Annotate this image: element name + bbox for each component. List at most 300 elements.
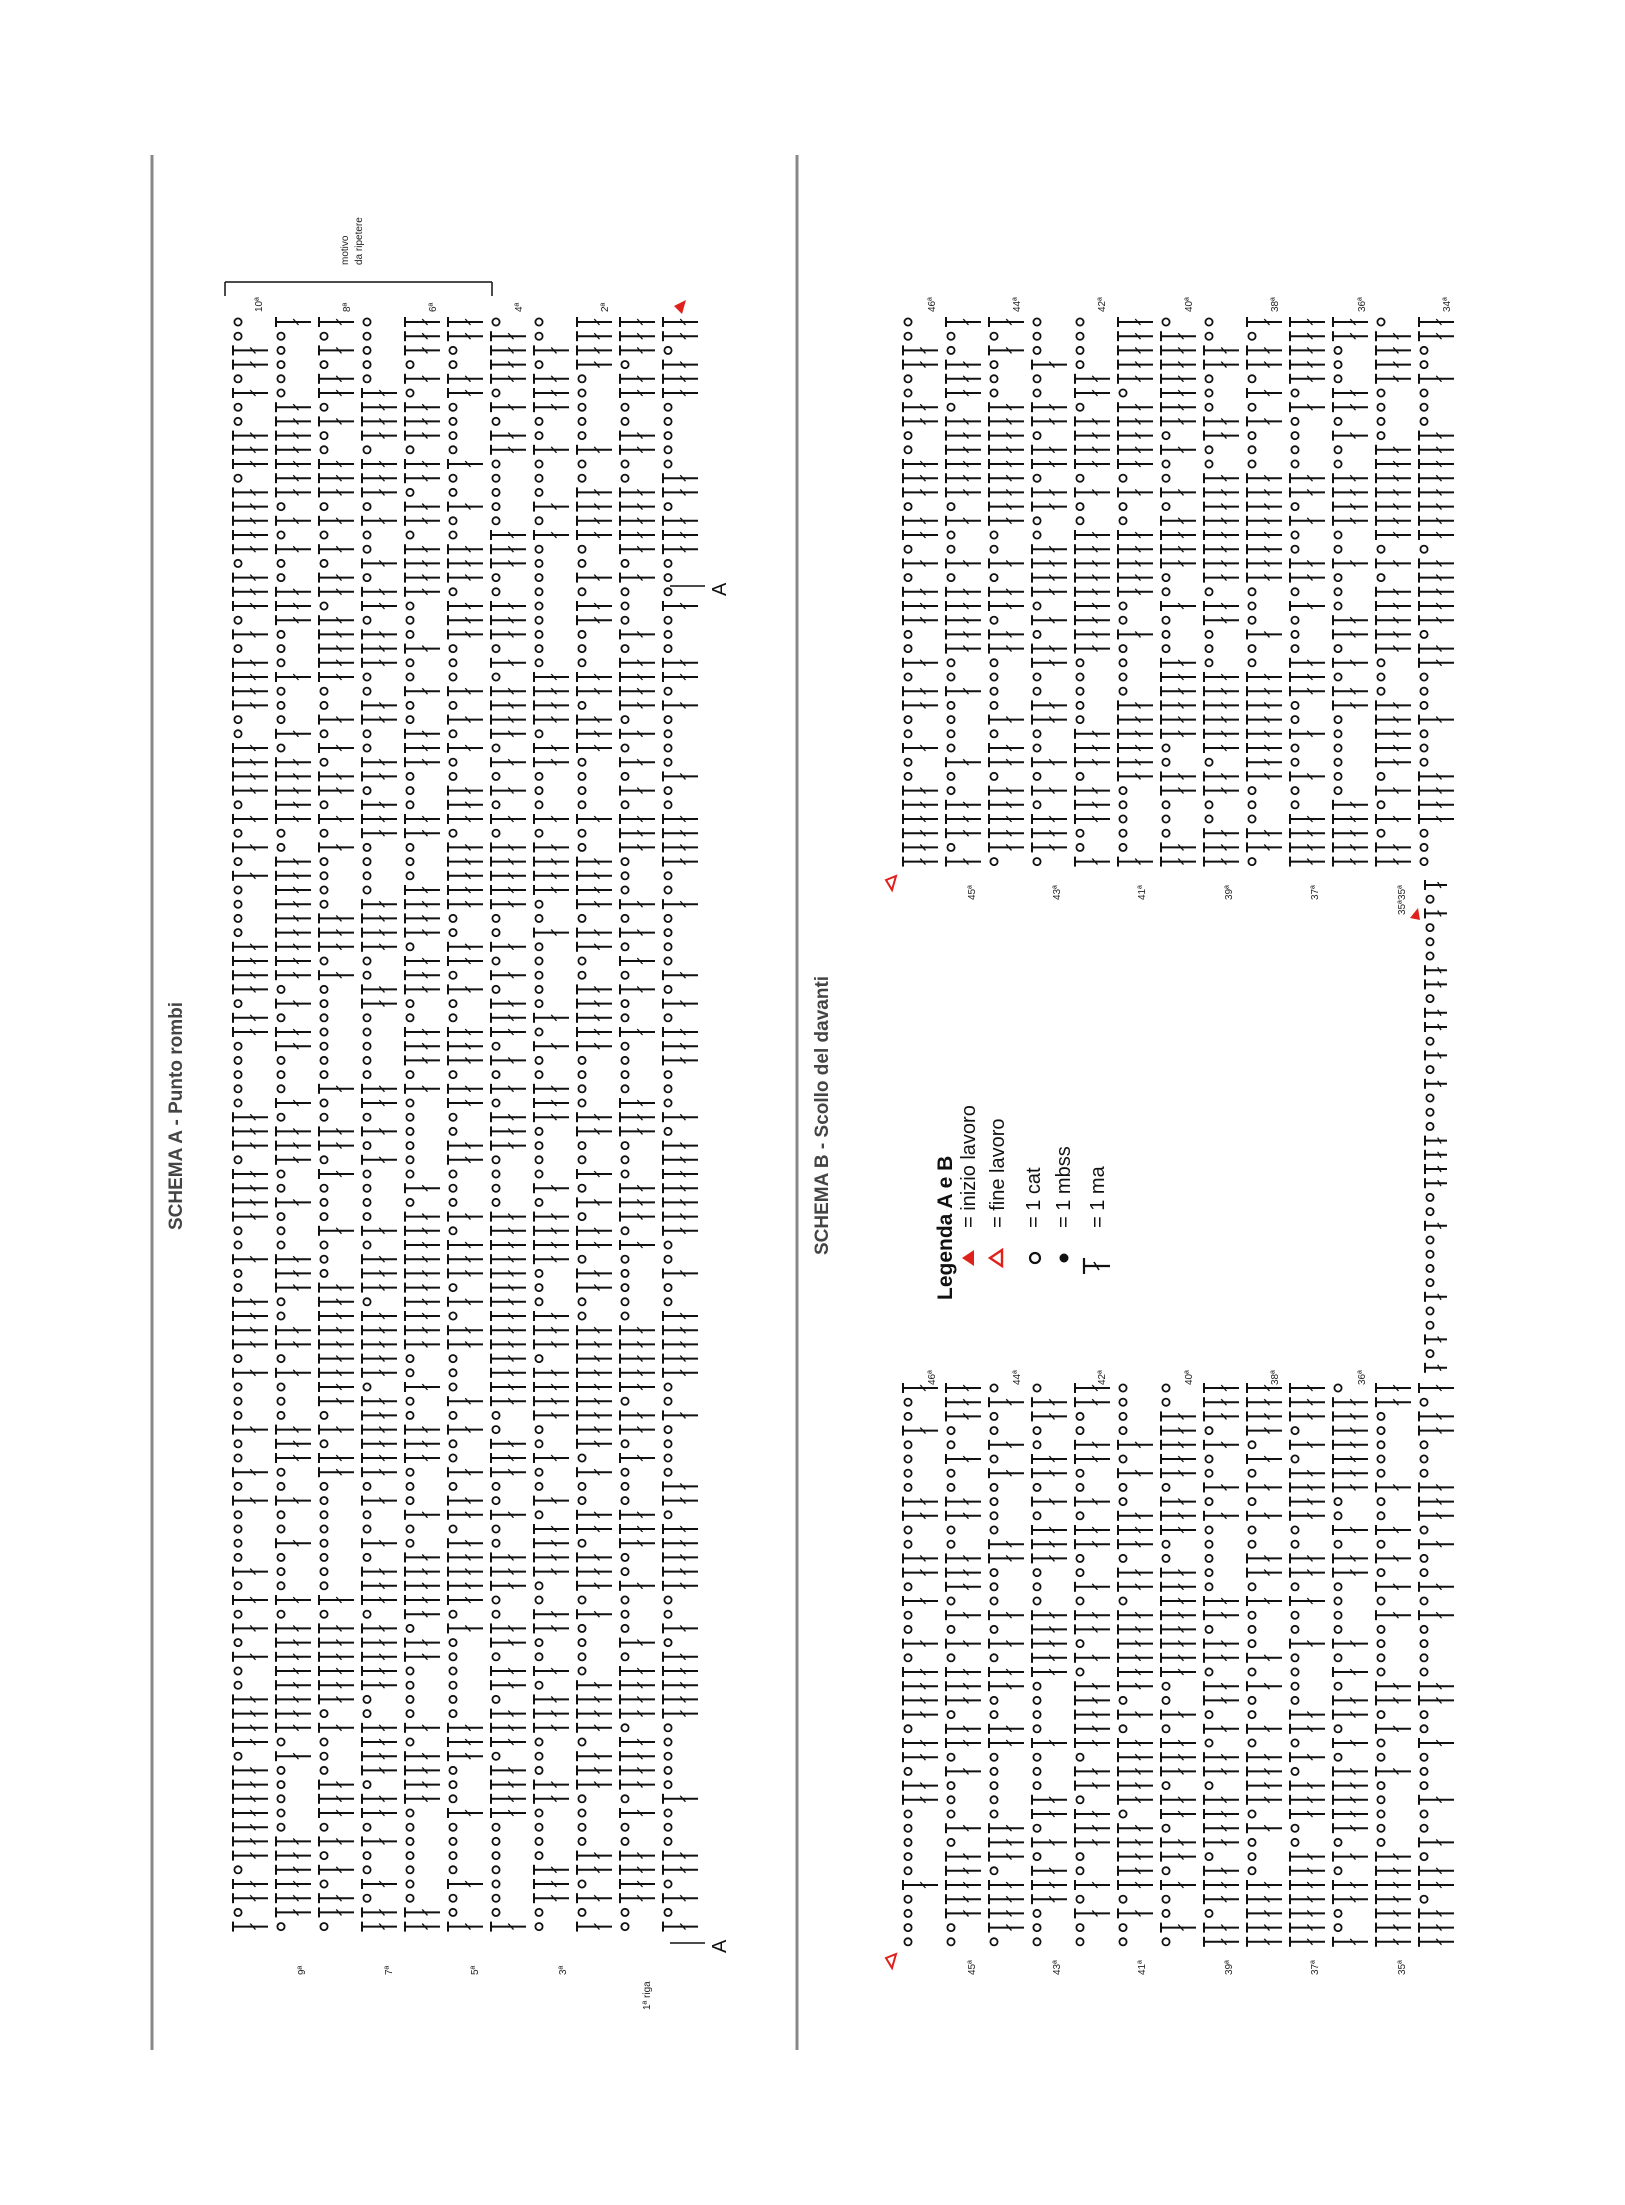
double-crochet-stitch	[577, 1325, 612, 1335]
chain-stitch	[535, 1270, 542, 1277]
double-crochet-stitch	[1247, 1880, 1282, 1890]
double-crochet-stitch	[989, 1724, 1024, 1734]
chain-stitch	[1205, 1427, 1212, 1434]
chain-stitch	[904, 645, 911, 652]
chain-stitch	[990, 1810, 997, 1817]
chain-stitch	[535, 972, 542, 979]
chain-stitch	[1162, 574, 1169, 581]
chain-stitch	[904, 1825, 911, 1832]
double-crochet-stitch	[319, 1595, 354, 1605]
double-crochet-stitch	[1376, 502, 1411, 512]
chain-stitch	[621, 1057, 628, 1064]
chain-stitch	[535, 1923, 542, 1930]
chain-stitch	[277, 844, 284, 851]
double-crochet-stitch	[946, 1667, 981, 1677]
chain-stitch	[1377, 1668, 1384, 1675]
row-label-b-right-top: 44ª	[1012, 297, 1023, 312]
chain-stitch	[578, 659, 585, 666]
chain-stitch	[1162, 1697, 1169, 1704]
double-crochet-stitch	[1204, 1866, 1239, 1876]
double-crochet-stitch	[534, 402, 569, 412]
chain-stitch	[1426, 1066, 1433, 1073]
chain-stitch	[621, 886, 628, 893]
double-crochet-stitch	[1290, 672, 1325, 682]
double-crochet-stitch	[663, 1226, 698, 1236]
chain-stitch	[320, 432, 327, 439]
chain-stitch	[1248, 1470, 1255, 1477]
double-crochet-stitch	[362, 587, 397, 597]
double-crochet-stitch	[448, 317, 483, 327]
chain-stitch	[1420, 347, 1427, 354]
double-crochet-stitch	[1075, 1525, 1110, 1535]
double-crochet-stitch	[319, 970, 354, 980]
double-crochet-stitch	[1032, 1411, 1067, 1421]
chain-stitch	[578, 1298, 585, 1305]
double-crochet-stitch	[1204, 1837, 1239, 1847]
row-label-b-left-bottom: 41ª	[1137, 1960, 1148, 1975]
double-crochet-stitch	[989, 1923, 1024, 1933]
double-crochet-stitch	[534, 1865, 569, 1875]
double-crochet-stitch	[362, 1453, 397, 1463]
double-crochet-stitch	[1247, 1411, 1282, 1421]
double-crochet-stitch	[1075, 786, 1110, 796]
double-crochet-stitch	[577, 573, 612, 583]
chain-stitch	[492, 986, 499, 993]
double-crochet-stitch	[491, 1254, 526, 1264]
double-crochet-stitch	[903, 587, 938, 597]
schema-b-grid-right	[903, 317, 1454, 867]
double-crochet-stitch	[1419, 658, 1454, 668]
chain-stitch	[664, 1426, 671, 1433]
double-crochet-stitch	[989, 1639, 1024, 1649]
double-crochet-stitch	[319, 1794, 354, 1804]
double-crochet-stitch	[276, 1907, 311, 1917]
double-crochet-stitch	[405, 502, 440, 512]
double-crochet-stitch	[1376, 360, 1411, 370]
chain-stitch	[990, 1938, 997, 1945]
double-crochet-stitch	[1118, 700, 1153, 710]
double-crochet-stitch	[319, 1893, 354, 1903]
chain-stitch	[1291, 645, 1298, 652]
chain-stitch	[363, 1071, 370, 1078]
double-crochet-stitch	[405, 473, 440, 483]
double-crochet-stitch	[1118, 715, 1153, 725]
chain-stitch	[1248, 446, 1255, 453]
double-crochet-stitch	[276, 1538, 311, 1548]
chain-stitch	[1420, 404, 1427, 411]
chain-stitch	[1377, 1810, 1384, 1817]
double-crochet-stitch	[946, 1568, 981, 1578]
chain-stitch	[492, 915, 499, 922]
double-crochet-stitch	[1075, 558, 1110, 568]
double-crochet-stitch	[448, 899, 483, 909]
double-crochet-stitch	[1118, 1639, 1153, 1649]
double-crochet-stitch	[1161, 558, 1196, 568]
chain-stitch	[578, 1483, 585, 1490]
chain-stitch	[1334, 361, 1341, 368]
double-crochet-stitch	[1333, 1553, 1368, 1563]
chain-stitch	[1377, 659, 1384, 666]
chain-stitch	[406, 1014, 413, 1021]
chain-stitch	[1076, 318, 1083, 325]
double-crochet-stitch	[448, 1084, 483, 1094]
double-crochet-stitch	[1419, 530, 1454, 540]
double-crochet-stitch	[1075, 644, 1110, 654]
double-crochet-stitch	[989, 743, 1024, 753]
double-crochet-stitch	[534, 928, 569, 938]
double-crochet-stitch	[1419, 1482, 1454, 1492]
double-crochet-stitch	[1376, 1482, 1411, 1492]
double-crochet-stitch	[1333, 857, 1368, 867]
double-crochet-stitch	[276, 1893, 311, 1903]
double-crochet-stitch	[1419, 317, 1454, 327]
chain-stitch	[406, 943, 413, 950]
double-crochet-stitch	[1161, 388, 1196, 398]
chain-stitch	[1420, 1782, 1427, 1789]
double-crochet-stitch	[362, 516, 397, 526]
double-crochet-stitch	[448, 1879, 483, 1889]
double-crochet-stitch	[1204, 786, 1239, 796]
double-crochet-stitch	[448, 686, 483, 696]
row-label-a-left: 7ª	[384, 1965, 395, 1975]
chain-stitch	[578, 389, 585, 396]
double-crochet-stitch	[1118, 374, 1153, 384]
chain-stitch	[449, 659, 456, 666]
double-crochet-stitch	[1118, 1837, 1153, 1847]
double-crochet-stitch	[534, 1524, 569, 1534]
chain-stitch	[406, 446, 413, 453]
double-crochet-stitch	[620, 1751, 655, 1761]
double-crochet-stitch	[903, 658, 938, 668]
chain-stitch	[990, 773, 997, 780]
chain-stitch	[492, 418, 499, 425]
chain-stitch	[621, 1142, 628, 1149]
double-crochet-stitch	[534, 445, 569, 455]
double-crochet-stitch	[233, 1339, 268, 1349]
chain-stitch	[1248, 602, 1255, 609]
double-crochet-stitch	[276, 1496, 311, 1506]
double-crochet-stitch	[1376, 1766, 1411, 1776]
double-crochet-stitch	[276, 1879, 311, 1889]
double-crochet-stitch	[405, 1311, 440, 1321]
double-crochet-stitch	[448, 1098, 483, 1108]
chain-stitch	[449, 418, 456, 425]
double-crochet-stitch	[1118, 431, 1153, 441]
chain-stitch	[535, 1596, 542, 1603]
chain-stitch	[492, 1895, 499, 1902]
double-crochet-stitch	[534, 1240, 569, 1250]
chain-stitch	[621, 1838, 628, 1845]
double-crochet-stitch	[1161, 786, 1196, 796]
double-crochet-stitch	[1290, 317, 1325, 327]
double-crochet-stitch	[620, 1510, 655, 1520]
slip-stitch-dot-icon	[1060, 1254, 1069, 1263]
chain-stitch	[1076, 1896, 1083, 1903]
chain-stitch	[621, 1596, 628, 1603]
double-crochet-stitch	[1075, 1710, 1110, 1720]
double-crochet-stitch	[405, 1055, 440, 1065]
chain-stitch	[1119, 1938, 1126, 1945]
chain-stitch	[492, 1753, 499, 1760]
chain-stitch	[277, 1795, 284, 1802]
double-crochet-stitch	[362, 1638, 397, 1648]
chain-stitch	[406, 1667, 413, 1674]
chain-stitch	[1377, 1470, 1384, 1477]
double-crochet-stitch	[233, 771, 268, 781]
chain-stitch	[449, 1312, 456, 1319]
chain-stitch	[234, 1682, 241, 1689]
double-crochet-stitch	[620, 544, 655, 554]
chain-stitch	[990, 1413, 997, 1420]
chain-stitch	[621, 1795, 628, 1802]
chain-stitch	[1291, 503, 1298, 510]
chain-stitch	[363, 1241, 370, 1248]
double-crochet-stitch	[663, 1794, 698, 1804]
double-crochet-stitch	[448, 1510, 483, 1520]
double-crochet-stitch	[1118, 1738, 1153, 1748]
chain-stitch	[1377, 1597, 1384, 1604]
double-crochet-stitch	[1161, 1653, 1196, 1663]
double-crochet-stitch	[1161, 516, 1196, 526]
double-crochet-stitch	[663, 658, 698, 668]
chain-stitch	[621, 645, 628, 652]
chain-stitch	[621, 1554, 628, 1561]
chain-stitch	[990, 688, 997, 695]
chain-stitch	[1426, 1265, 1433, 1272]
start-triangle-b	[1410, 908, 1420, 920]
double-crochet-stitch	[1075, 1809, 1110, 1819]
double-crochet-stitch	[946, 1397, 981, 1407]
chain-stitch	[320, 1156, 327, 1163]
chain-stitch	[535, 787, 542, 794]
chain-stitch	[1076, 1938, 1083, 1945]
double-crochet-stitch	[1376, 743, 1411, 753]
double-crochet-stitch	[362, 459, 397, 469]
chain-stitch	[492, 475, 499, 482]
double-crochet-stitch	[362, 629, 397, 639]
double-crochet-stitch	[233, 1808, 268, 1818]
chain-stitch	[1076, 503, 1083, 510]
chain-stitch	[1119, 1896, 1126, 1903]
double-crochet-stitch	[1161, 1624, 1196, 1634]
double-crochet-stitch	[620, 686, 655, 696]
double-crochet-stitch	[1032, 1454, 1067, 1464]
double-crochet-stitch	[1032, 558, 1067, 568]
double-crochet-stitch	[620, 1425, 655, 1435]
chain-stitch	[621, 1156, 628, 1163]
chain-stitch	[363, 347, 370, 354]
chain-stitch	[1420, 1597, 1427, 1604]
double-crochet-stitch	[534, 1666, 569, 1676]
double-crochet-stitch	[405, 1382, 440, 1392]
double-crochet-icon	[1084, 1258, 1110, 1274]
double-crochet-stitch	[903, 1596, 938, 1606]
double-crochet-stitch	[448, 1212, 483, 1222]
double-crochet-stitch	[989, 416, 1024, 426]
double-crochet-stitch	[276, 1339, 311, 1349]
double-crochet-stitch	[405, 1765, 440, 1775]
double-crochet-stitch	[534, 1112, 569, 1122]
double-crochet-stitch	[1204, 1440, 1239, 1450]
chain-stitch	[621, 1170, 628, 1177]
double-crochet-stitch	[276, 516, 311, 526]
double-crochet-stitch	[448, 1155, 483, 1165]
double-crochet-stitch	[946, 587, 981, 597]
chain-stitch	[1119, 688, 1126, 695]
double-crochet-stitch	[534, 1254, 569, 1264]
double-crochet-stitch	[1118, 857, 1153, 867]
chain-stitch	[664, 1611, 671, 1618]
chain-stitch	[449, 1383, 456, 1390]
chain-stitch	[363, 1142, 370, 1149]
double-crochet-stitch	[1161, 1440, 1196, 1450]
double-crochet-stitch	[1161, 1639, 1196, 1649]
double-crochet-stitch	[534, 530, 569, 540]
double-crochet-stitch	[577, 885, 612, 895]
double-crochet-stitch	[620, 1453, 655, 1463]
chain-stitch	[1033, 1427, 1040, 1434]
double-crochet-stitch	[405, 1510, 440, 1520]
double-crochet-stitch	[534, 885, 569, 895]
double-crochet-stitch	[1290, 771, 1325, 781]
chain-stitch	[492, 503, 499, 510]
double-crochet-stitch	[1290, 1568, 1325, 1578]
chain-stitch	[1033, 389, 1040, 396]
chain-stitch	[449, 773, 456, 780]
chain-stitch	[1334, 418, 1341, 425]
chain-stitch	[1420, 1470, 1427, 1477]
double-crochet-stitch	[233, 360, 268, 370]
double-crochet-stitch	[577, 615, 612, 625]
double-crochet-stitch	[989, 516, 1024, 526]
double-crochet-stitch	[448, 1723, 483, 1733]
chain-stitch	[1033, 1924, 1040, 1931]
double-crochet-stitch	[448, 786, 483, 796]
chain-stitch	[990, 1768, 997, 1775]
chain-stitch	[1291, 1768, 1298, 1775]
chain-stitch	[664, 759, 671, 766]
chain-stitch	[406, 1114, 413, 1121]
chain-stitch	[904, 446, 911, 453]
chain-stitch	[1248, 617, 1255, 624]
double-crochet-stitch	[1075, 1539, 1110, 1549]
double-crochet-stitch	[319, 1836, 354, 1846]
chain-stitch	[1033, 1697, 1040, 1704]
chain-stitch	[904, 1541, 911, 1548]
chain-stitch	[1334, 1725, 1341, 1732]
chain-stitch	[449, 1185, 456, 1192]
double-crochet-stitch	[276, 1623, 311, 1633]
chain-stitch	[1119, 1597, 1126, 1604]
chain-stitch	[1420, 1668, 1427, 1675]
double-crochet-stitch	[1204, 1511, 1239, 1521]
chain-stitch	[1162, 830, 1169, 837]
double-crochet-stitch	[276, 1268, 311, 1278]
chain-stitch	[1248, 1541, 1255, 1548]
chain-stitch	[1248, 460, 1255, 467]
double-crochet-stitch	[1333, 473, 1368, 483]
double-crochet-stitch	[491, 842, 526, 852]
chain-stitch	[1377, 574, 1384, 581]
chain-stitch	[363, 744, 370, 751]
double-crochet-stitch	[319, 374, 354, 384]
chain-stitch	[990, 333, 997, 340]
double-crochet-stitch	[534, 1183, 569, 1193]
double-crochet-stitch	[620, 1112, 655, 1122]
chain-stitch	[1334, 744, 1341, 751]
chain-stitch	[578, 1213, 585, 1220]
row-label-b-right-top: 38ª	[1270, 297, 1281, 312]
chain-stitch	[492, 489, 499, 496]
chain-stitch	[578, 588, 585, 595]
chain-stitch	[1076, 1413, 1083, 1420]
row-label-b-left-top: 43ª	[1052, 885, 1063, 900]
chain-stitch	[406, 773, 413, 780]
double-crochet-stitch	[1376, 331, 1411, 341]
double-crochet-stitch	[1333, 317, 1368, 327]
chain-stitch	[320, 1440, 327, 1447]
chain-stitch	[277, 1057, 284, 1064]
double-crochet-stitch	[534, 1567, 569, 1577]
double-crochet-stitch	[534, 686, 569, 696]
chain-stitch	[1291, 1626, 1298, 1633]
chain-stitch	[449, 1440, 456, 1447]
chain-stitch	[492, 1426, 499, 1433]
double-crochet-stitch	[491, 871, 526, 881]
double-crochet-stitch	[276, 1027, 311, 1037]
double-crochet-stitch	[405, 558, 440, 568]
chain-stitch	[1162, 801, 1169, 808]
double-crochet-stitch	[1290, 487, 1325, 497]
double-crochet-stitch	[491, 1055, 526, 1065]
chain-stitch	[492, 1540, 499, 1547]
chain-stitch	[1033, 1853, 1040, 1860]
chain-stitch	[1420, 744, 1427, 751]
double-crochet-stitch	[663, 1311, 698, 1321]
double-crochet-stitch	[405, 516, 440, 526]
motif-label-2: da ripetere	[354, 217, 365, 265]
double-crochet-stitch	[491, 1325, 526, 1335]
double-crochet-stitch	[362, 1666, 397, 1676]
chain-stitch	[947, 1626, 954, 1633]
double-crochet-stitch	[534, 672, 569, 682]
double-crochet-stitch	[233, 516, 268, 526]
chain-stitch	[1420, 1754, 1427, 1761]
double-crochet-stitch	[405, 1339, 440, 1349]
chain-stitch	[1377, 432, 1384, 439]
double-crochet-stitch	[491, 658, 526, 668]
double-crochet-stitch	[1075, 729, 1110, 739]
double-crochet-stitch	[233, 345, 268, 355]
double-crochet-stitch	[276, 1652, 311, 1662]
double-crochet-stitch	[491, 615, 526, 625]
double-crochet-stitch	[405, 1084, 440, 1094]
chain-stitch	[277, 1483, 284, 1490]
chain-stitch	[1162, 1896, 1169, 1903]
chain-stitch	[664, 1781, 671, 1788]
double-crochet-stitch	[362, 1254, 397, 1264]
double-crochet-stitch	[233, 587, 268, 597]
double-crochet-stitch	[1425, 1050, 1447, 1060]
double-crochet-stitch	[663, 473, 698, 483]
chain-stitch	[664, 1014, 671, 1021]
start-triangle-a	[674, 300, 686, 314]
double-crochet-stitch	[1419, 1511, 1454, 1521]
double-crochet-stitch	[663, 1410, 698, 1420]
double-crochet-stitch	[1204, 558, 1239, 568]
double-crochet-stitch	[276, 416, 311, 426]
chain-stitch	[664, 716, 671, 723]
